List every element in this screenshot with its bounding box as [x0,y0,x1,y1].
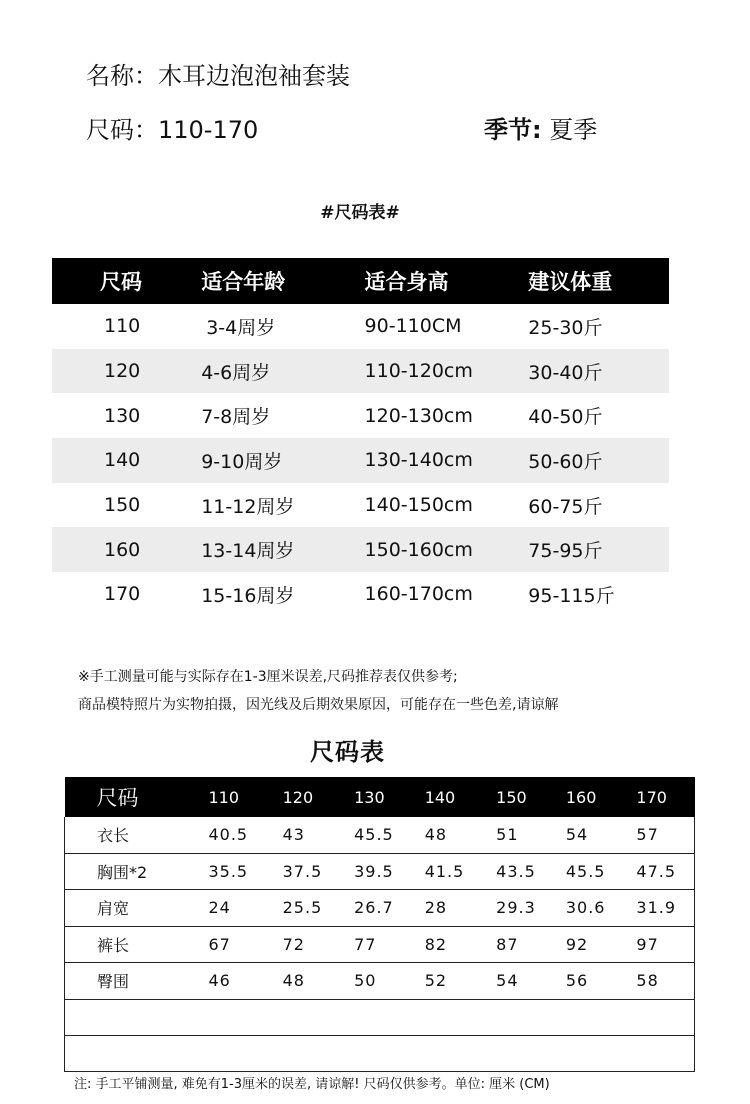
empty-cell [283,999,354,1035]
column-header-size: 尺码 [65,777,209,817]
empty-table-row [65,1035,695,1071]
cell-measurement-value: 72 [283,926,354,963]
cell-size: 140 [52,438,201,483]
column-header-size: 尺码 [52,258,201,304]
cell-measurement-value: 56 [566,963,637,1000]
cell-measurement-name: 臀围 [65,963,209,1000]
cell-measurement-value: 26.7 [354,890,425,927]
column-header-weight: 建议体重 [528,258,669,304]
cell-measurement-value: 37.5 [283,853,354,890]
product-name-value: 木耳边泡泡袖套装 [158,62,350,90]
cell-weight: 30-40斤 [528,349,669,394]
table-row [52,483,669,528]
empty-cell [283,1035,354,1071]
measurement-table-heading: 尺码表 [310,738,385,766]
empty-cell [65,999,209,1035]
cell-height: 110-120cm [365,349,529,394]
table-row [52,438,669,483]
table-header-row [52,258,669,304]
column-header-size-value: 140 [425,777,496,817]
cell-measurement-value: 24 [208,890,282,927]
cell-weight: 25-30斤 [528,316,603,339]
empty-cell [208,999,282,1035]
empty-cell [636,1035,694,1071]
cell-measurement-value: 45.5 [354,817,425,853]
cell-size: 110 [104,315,141,338]
cell-size: 120 [52,349,201,394]
column-header-age: 适合年龄 [201,258,364,304]
table-row [52,393,669,438]
cell-measurement-value: 29.3 [496,890,566,927]
cell-weight: 50-60斤 [528,438,669,483]
size-range-label: 尺码： [86,116,158,144]
cell-measurement-value: 54 [566,817,637,853]
size-range [86,110,258,145]
empty-cell [425,999,496,1035]
cell-measurement-value: 92 [566,926,637,963]
cell-measurement-value: 77 [354,926,425,963]
cell-measurement-value: 25.5 [283,890,354,927]
season-value: 夏季 [549,116,598,144]
cell-measurement-name: 胸围*2 [65,853,209,890]
product-name-label: 名称： [86,62,158,90]
cell-measurement-value: 41.5 [425,853,496,890]
cell-measurement-value: 57 [636,817,694,853]
cell-measurement-value: 40.5 [208,817,282,853]
cell-size: 150 [104,494,141,517]
size-chart-heading: #尺码表# [320,203,400,223]
empty-cell [566,1035,637,1071]
size-recommendation-table [52,258,669,617]
cell-age: 11-12周岁 [201,495,295,518]
cell-measurement-value: 50 [354,963,425,1000]
table-row [52,304,669,349]
cell-size: 160 [52,527,201,572]
empty-cell [496,999,566,1035]
cell-height: 140-150cm [364,494,473,517]
cell-measurement-value: 47.5 [636,853,694,890]
empty-cell [496,1035,566,1071]
table-header-row [65,777,695,817]
column-header-size-value: 170 [636,777,694,817]
cell-height: 160-170cm [364,583,473,606]
column-header-size-value: 130 [354,777,425,817]
garment-measurement-table [64,777,695,1072]
column-header-size-value: 160 [566,777,637,817]
color-difference-note: 商品模特照片为实物拍摄，因光线及后期效果原因，可能存在一些色差,请谅解 [78,697,559,713]
cell-measurement-value: 52 [425,963,496,1000]
cell-height: 150-160cm [365,527,529,572]
cell-height: 130-140cm [365,438,529,483]
cell-height: 90-110CM [364,315,462,338]
table-row [65,963,695,1000]
cell-weight: 95-115斤 [528,584,615,607]
table-row [65,817,695,853]
table-row [52,572,669,617]
empty-cell [636,999,694,1035]
cell-measurement-value: 43.5 [496,853,566,890]
empty-cell [566,999,637,1035]
table-row [65,890,695,927]
cell-measurement-value: 58 [636,963,694,1000]
cell-measurement-value: 28 [425,890,496,927]
measurement-footnote: 注: 手工平铺测量, 难免有1-3厘米的误差, 请谅解! 尺码仅供参考。单位: 厘米 (CM) [74,1077,550,1092]
season-label: 季节: [484,116,542,144]
cell-measurement-value: 45.5 [566,853,637,890]
cell-measurement-value: 43 [283,817,354,853]
cell-age: 15-16周岁 [201,584,295,607]
cell-age: 13-14周岁 [201,527,364,572]
cell-age: 3-4周岁 [206,316,276,339]
cell-measurement-name: 裤长 [65,926,209,963]
column-header-size-value: 150 [496,777,566,817]
measurement-note: ※手工测量可能与实际存在1-3厘米误差,尺码推荐表仅供参考; [78,669,458,685]
empty-cell [65,1035,209,1071]
table-row [65,853,695,890]
cell-measurement-value: 31.9 [636,890,694,927]
cell-height: 120-130cm [364,404,473,427]
cell-measurement-name: 肩宽 [65,890,209,927]
column-header-size-value: 110 [208,777,282,817]
cell-measurement-value: 87 [496,926,566,963]
empty-table-row [65,999,695,1035]
cell-age: 4-6周岁 [201,349,364,394]
column-header-size-value: 120 [283,777,354,817]
cell-size: 130 [104,404,141,427]
cell-weight: 60-75斤 [528,495,603,518]
empty-cell [208,1035,282,1071]
empty-cell [354,1035,425,1071]
column-header-height: 适合身高 [365,258,529,304]
cell-measurement-value: 97 [636,926,694,963]
cell-measurement-value: 48 [283,963,354,1000]
table-row [52,349,669,394]
product-name [86,56,350,91]
table-row [52,527,669,572]
cell-measurement-value: 30.6 [566,890,637,927]
cell-measurement-value: 67 [208,926,282,963]
cell-measurement-value: 51 [496,817,566,853]
cell-measurement-value: 54 [496,963,566,1000]
size-range-value: 110-170 [158,116,259,144]
season [484,110,597,145]
cell-measurement-value: 46 [208,963,282,1000]
cell-weight: 40-50斤 [528,406,603,429]
cell-age: 7-8周岁 [201,406,271,429]
cell-measurement-value: 39.5 [354,853,425,890]
cell-age: 9-10周岁 [201,438,364,483]
empty-cell [354,999,425,1035]
cell-measurement-value: 35.5 [208,853,282,890]
cell-measurement-value: 48 [425,817,496,853]
table-row [65,926,695,963]
cell-size: 170 [104,583,141,606]
cell-measurement-value: 82 [425,926,496,963]
cell-weight: 75-95斤 [528,527,669,572]
empty-cell [425,1035,496,1071]
cell-measurement-name: 衣长 [65,817,209,853]
